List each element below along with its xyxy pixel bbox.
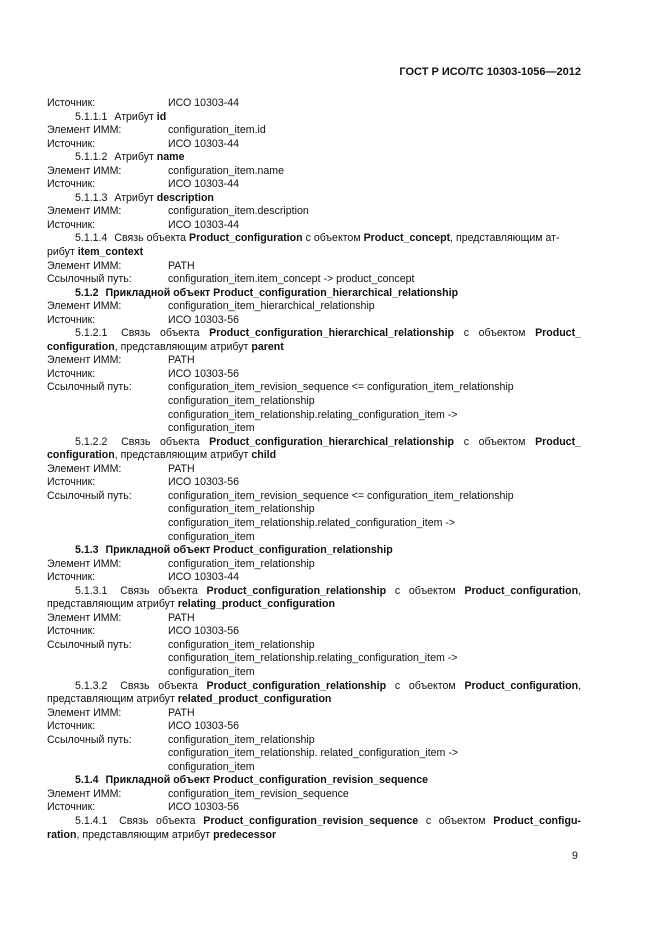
relation-heading-cont: configuration, представляющим атрибут child bbox=[47, 449, 277, 462]
ref-path-row: Ссылочный путь: configuration_item_relationship bbox=[47, 733, 315, 746]
source-row: Источник: ИСО 10303-44 bbox=[47, 137, 239, 150]
relation-heading-cont: рибут item_context bbox=[47, 246, 144, 259]
relation-heading-cont: представляющим атрибут related_product_configuration bbox=[47, 693, 332, 706]
source-row: Источник: ИСО 10303-44 bbox=[47, 218, 239, 231]
ref-path-row: Ссылочный путь: configuration_item_relationship bbox=[47, 638, 315, 651]
relation-heading: 5.1.2.1 Связь объекта Product_configuration_hierarchical_relationship с объектом Product_ bbox=[75, 327, 581, 340]
source-row: Источник: ИСО 10303-44 bbox=[47, 97, 239, 109]
document-body bbox=[47, 97, 581, 842]
ref-path-line: configuration_item_relationship bbox=[168, 503, 315, 516]
source-row: Источник: ИСО 10303-56 bbox=[47, 476, 239, 489]
element-row: Элемент ИММ: configuration_item_revision_sequence bbox=[47, 787, 349, 800]
relation-heading-cont: представляющим атрибут relating_product_configuration bbox=[47, 598, 335, 611]
ref-path-line: configuration_item_relationship bbox=[168, 395, 315, 408]
source-row: Источник: ИСО 10303-44 bbox=[47, 571, 239, 584]
element-row: Элемент ИММ: configuration_item.name bbox=[47, 164, 285, 177]
subsection-heading: 5.1.2 Прикладной объект Product_configuration_hierarchical_relationship bbox=[75, 286, 459, 299]
source-row: Источник: ИСО 10303-44 bbox=[47, 178, 239, 191]
source-row: Источник: ИСО 10303-56 bbox=[47, 801, 239, 814]
relation-heading: 5.1.3.1 Связь объекта Product_configuration_relationship с объектом Product_configuration, bbox=[75, 584, 581, 597]
page-number: 9 bbox=[572, 850, 578, 862]
source-row: Источник: ИСО 10303-56 bbox=[47, 625, 239, 638]
element-row: Элемент ИММ: PATH bbox=[47, 354, 195, 367]
element-row: Элемент ИММ: configuration_item.description bbox=[47, 205, 309, 218]
element-row: Элемент ИММ: configuration_item.id bbox=[47, 124, 266, 137]
attribute-heading: 5.1.1.3 Атрибут description bbox=[75, 191, 214, 204]
element-row: Элемент ИММ: PATH bbox=[47, 611, 195, 624]
element-row: Элемент ИММ: PATH bbox=[47, 259, 195, 272]
subsection-heading: 5.1.3 Прикладной объект Product_configuration_relationship bbox=[75, 544, 393, 557]
attribute-heading: 5.1.1.1 Атрибут id bbox=[75, 110, 167, 123]
ref-path-row: Ссылочный путь: configuration_item_revision_sequence <= configuration_item_relationship bbox=[47, 381, 514, 394]
relation-heading: 5.1.2.2 Связь объекта Product_configuration_hierarchical_relationship с объектом Product_ bbox=[75, 435, 581, 448]
source-row: Источник: ИСО 10303-56 bbox=[47, 367, 239, 380]
ref-path-line: configuration_item bbox=[168, 760, 255, 773]
subsection-heading: 5.1.4 Прикладной объект Product_configuration_revision_sequence bbox=[75, 774, 429, 787]
element-row: Элемент ИММ: configuration_item_relationship bbox=[47, 557, 315, 570]
ref-path-line: configuration_item_relationship.related_configuration_item -> bbox=[168, 516, 456, 529]
ref-path-row: Ссылочный путь: configuration_item_revision_sequence <= configuration_item_relationship bbox=[47, 489, 514, 502]
source-row: Источник: ИСО 10303-56 bbox=[47, 720, 239, 733]
element-row: Элемент ИММ: configuration_item_hierarchical_relationship bbox=[47, 300, 375, 313]
relation-heading-cont: ration, представляющим атрибут predecessor bbox=[47, 828, 277, 841]
relation-heading: 5.1.1.4 Связь объекта Product_configuration с объектом Product_concept, представляющим ат- bbox=[75, 232, 560, 245]
source-row: Источник: ИСО 10303-56 bbox=[47, 313, 239, 326]
ref-path-line: configuration_item bbox=[168, 665, 255, 678]
relation-heading-cont: configuration, представляющим атрибут parent bbox=[47, 340, 284, 353]
ref-path-row: Ссылочный путь: configuration_item.item_concept -> product_concept bbox=[47, 273, 415, 286]
ref-path-line: configuration_item bbox=[168, 422, 255, 435]
element-row: Элемент ИММ: PATH bbox=[47, 706, 195, 719]
ref-path-line: configuration_item_relationship.relating_configuration_item -> bbox=[168, 408, 458, 421]
relation-heading: 5.1.3.2 Связь объекта Product_configuration_relationship с объектом Product_configuration, bbox=[75, 679, 581, 692]
relation-heading: 5.1.4.1 Связь объекта Product_configuration_revision_sequence с объектом Product_configu- bbox=[75, 814, 581, 827]
document-header: ГОСТ Р ИСО/ТС 10303-1056—2012 bbox=[399, 66, 581, 78]
ref-path-line: configuration_item bbox=[168, 530, 255, 543]
ref-path-line: configuration_item_relationship. related_configuration_item -> bbox=[168, 747, 459, 760]
attribute-heading: 5.1.1.2 Атрибут name bbox=[75, 151, 185, 164]
element-row: Элемент ИММ: PATH bbox=[47, 462, 195, 475]
ref-path-line: configuration_item_relationship.relating_configuration_item -> bbox=[168, 652, 458, 665]
